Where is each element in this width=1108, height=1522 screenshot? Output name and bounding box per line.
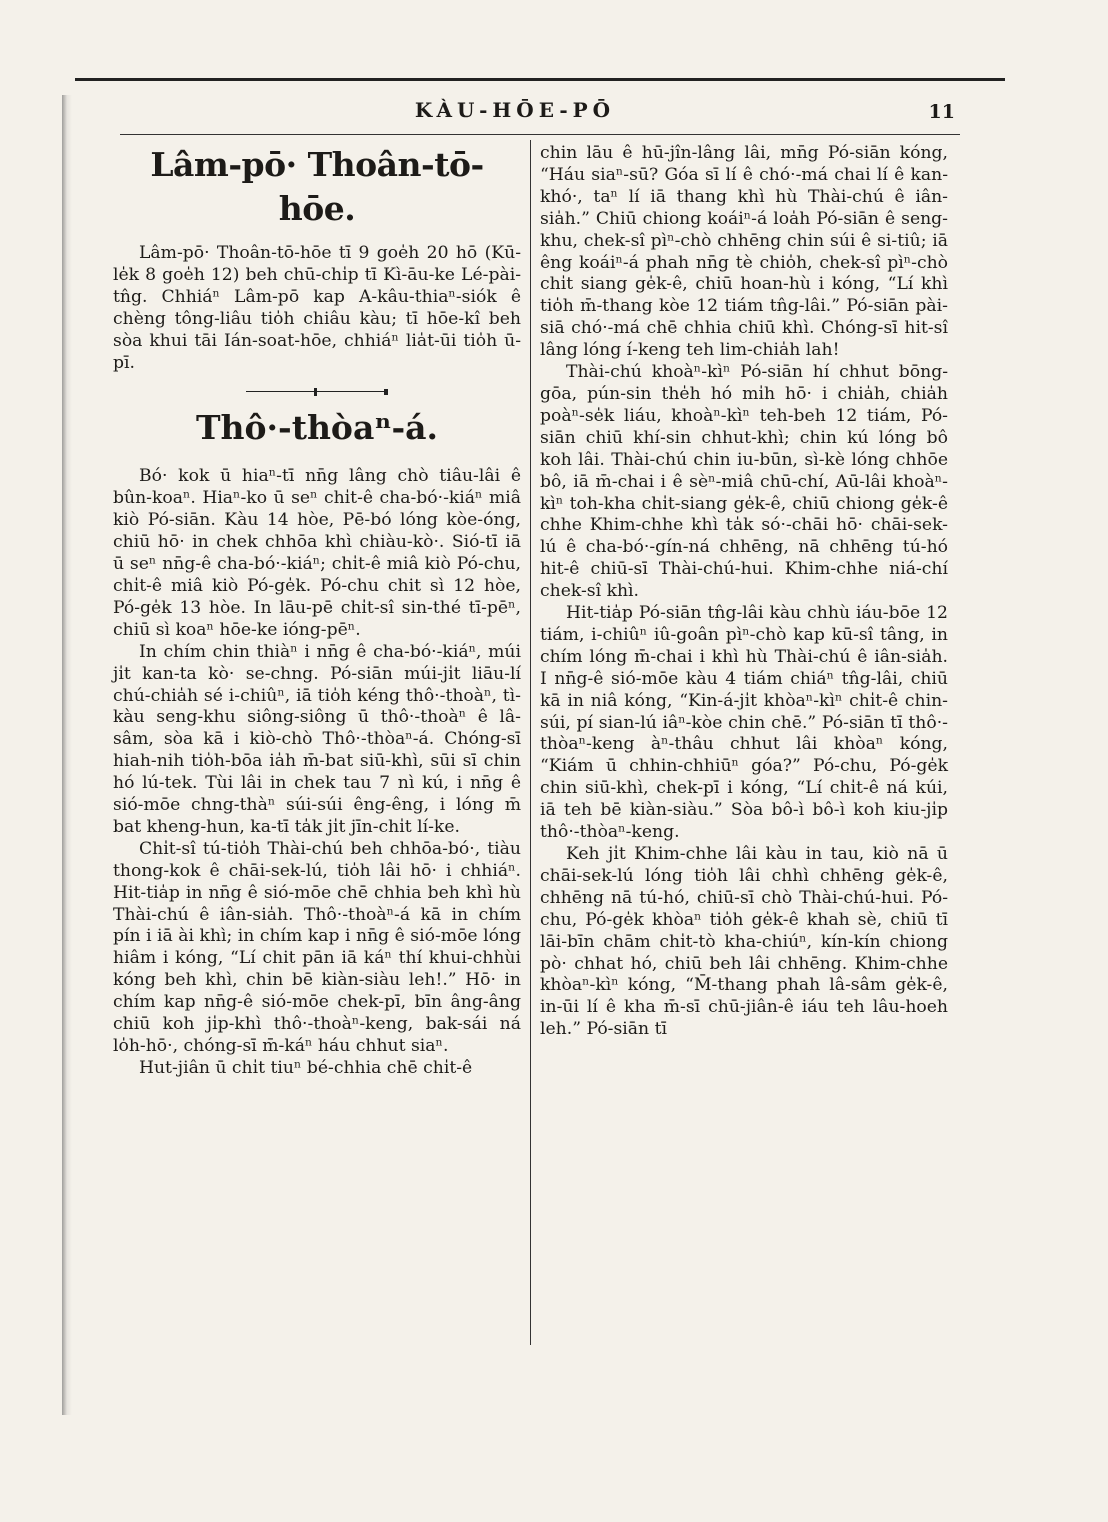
top-rule [75,78,1005,81]
story-paragraph: Thài-chú khoàⁿ-kìⁿ Pó-siān hí chhut bōng-gōa, pún-sin the̍h hó mi̍h hō· i chia̍h, chia̍h poàⁿ-se̍k liáu, khoàⁿ-kìⁿ teh-beh 12 tiám, Pó-siān chiū khí-sin chhut-khì; chin kú lóng bô koh lâi. Thài-chú chin iu-būn, sì-kè lóng chhōe bô, iā m̄-chai i ê sèⁿ-miâ chū-chí, Aū-lâi khoàⁿ-kìⁿ toh-kha chi̍t-siang ge̍k-ê, chiū chiong ge̍k-ê chhe Khim-chhe khì ta̍k só·-chāi hō· chāi-sek-lú ê cha-bó·-gín-ná chhēng, nā chhēng tú-hó hit-ê chiū-sī Thài-chú-hui. Khim-chhe niá-chí chek-sî khì. [540,362,948,602]
story-paragraph-continued: chin lāu ê hū-jîn-lâng lâi, mn̄g Pó-siān kóng, “Háu siaⁿ-sū? Góa sī lí ê chó·-má chai lí ê kan-khó·, taⁿ lí iā thang khì hù Thài-chú ê iân-sia̍h.” Chiū chiong koáiⁿ-á loa̍h Pó-siān ê seng-khu, chek-sî pìⁿ-chò chhēng chin súi ê si-tiû; iā êng koáiⁿ-á phah nn̄g tè chio̍h, chek-sî pìⁿ-chò chi̍t siang ge̍k-ê, chiū hoan-hù i kóng, “Lí khì tio̍h m̄-thang kòe 12 tiám tn̂g-lâi.” Pó-siān pài-siā chó·-má chē chhia chiū khì. Chóng-sī hit-sî lâng lóng í-keng teh lim-chia̍h lah! [540,143,948,361]
article-heading-notice: Lâm-pō· Thoân-tō-hōe. [150,145,484,228]
story-paragraph: In chím chin thiàⁿ i nn̄g ê cha-bó·-kiáⁿ, múi ji̍t kan-ta kò· se-chng. Pó-siān múi-ji̍t liāu-lí chú-chia̍h sé i-chiûⁿ, iā tio̍h kéng thô·-thoàⁿ, tì-kàu seng-khu siông-siông ū thô·-thoàⁿ ê lâ-sâm, sòa kā i kiò-chò Thô·-thòaⁿ-á. Chóng-sī hiah-nih tio̍h-bōa ia̍h m̄-bat siū-khì, sūi sī chin hó lú-tek. Tùi lâi in chek tau 7 nì kú, i nn̄g ê sió-mōe chng-thàⁿ súi-súi êng-êng, i lóng m̄ bat kheng-hun, ka-tī ta̍k ji̍t jīn-chi̍t lí-ke. [113,641,521,837]
page-number: 11 [928,101,955,123]
notice-paragraph: Lâm-pō· Thoân-tō-hōe tī 9 goe̍h 20 hō (Kū-le̍k 8 goe̍h 12) beh chū-chi̍p tī Kì-āu-ke Lé-pài-tn̂g. Chhiáⁿ Lâm-pō kap A-kâu-thiaⁿ-siók ê chèng tông-liâu tio̍h chiâu kàu; tī hōe-kî beh sòa khui tāi Ián-soat-hōe, chhiáⁿ lia̍t-ūi tio̍h ū-pī. [113,243,521,373]
story-paragraph: Hut-jiân ū chi̍t tiuⁿ bé-chhia chē chi̍t-ê [139,1057,473,1078]
story-paragraph: Bó· kok ū hiaⁿ-tī nn̄g lâng chò tiâu-lâi ê bûn-koaⁿ. Hiaⁿ-ko ū seⁿ chi̍t-ê cha-bó·-kiáⁿ miâ kiò Pó-siān. Kàu 14 hòe, Pē-bó lóng kòe-óng, chiū hō· in chek chhōa khì chiàu-kò·. Sió-tī iā ū seⁿ nn̄g-ê cha-bó·-kiáⁿ; chi̍t-ê miâ kiò Pó-chu, chi̍t-ê miâ kiò Pó-ge̍k. Pó-chu chit sì 12 hòe, Pó-ge̍k 13 hòe. In lāu-pē chi̍t-sî sin-thé tī-pēⁿ, chiū sì koaⁿ hōe-ke ióng-pēⁿ. [113,466,521,640]
left-column [113,143,521,1080]
page-header [75,98,955,132]
scan-shadow-edge [62,95,72,1415]
column-divider [530,140,531,1345]
article-heading-story: Thô·-thòaⁿ-á. [195,408,439,448]
story-paragraph: Chi̍t-sî tú-tio̍h Thài-chú beh chhōa-bó·, tiàu thong-kok ê chāi-sek-lú, tio̍h lâi hō· i chhiáⁿ. Hit-tia̍p in nn̄g ê sió-mōe chē chhia beh khì hù Thài-chú ê iân-sia̍h. Thô·-thoàⁿ-á kā in chím pín i iā ài khì; in chím kap i nn̄g ê sió-mōe lóng hiâm i kóng, “Lí chit pān iā káⁿ thí khui-chhùi kóng beh khì, chin bē kiàn-siàu leh!.” Hō· in chím kap nn̄g-ê sió-mōe chek-pī, bīn âng-âng chiū koh ji̍p-khì thô·-thoàⁿ-keng, bak-sái ná lo̍h-hō·, chóng-sī m̄-káⁿ háu chhut siaⁿ. [113,838,521,1056]
header-rule [120,134,960,135]
running-title: KÀU-HŌE-PŌ [414,98,616,122]
story-paragraph: Hit-tia̍p Pó-siān tn̂g-lâi kàu chhù iáu-bōe 12 tiám, i-chiûⁿ iû-goân pìⁿ-chò kap kū-sî tâng, in chím lóng m̄-chai i khì hù Thài-chú ê iân-sia̍h. I nn̄g-ê sió-mōe kàu 4 tiám chiáⁿ tn̂g-lâi, chiū kā in niâ kóng, “Kin-á-ji̍t khòaⁿ-kìⁿ chi̍t-ê chin-súi, pí sian-lú iâⁿ-kòe chin chē.” Pó-siān tī thô·-thòaⁿ-keng àⁿ-thâu chhut lâi khòaⁿ kóng, “Kiám ū chhin-chhiūⁿ góa?” Pó-chu, Pó-ge̍k chin siū-khì, chek-pī i kóng, “Lí chi̍t-ê ná kúi, iā teh bē kiàn-siàu.” Sòa bô-ì bô-ì koh kiu-ji̍p thô·-thòaⁿ-keng. [540,603,948,843]
section-divider [246,388,388,396]
right-column [540,143,948,1041]
story-paragraph: Keh ji̍t Khim-chhe lâi kàu in tau, kiò nā ū chāi-sek-lú lóng tio̍h lâi chhì chhēng ge̍k-ê, chhēng nā tú-hó, chiū-sī chò Thài-chú-hui. Pó-chu, Pó-ge̍k khòaⁿ tio̍h ge̍k-ê khah sè, chiū tī lāi-bīn chām chi̍t-tò kha-chiúⁿ, kín-kín chiong pò· chhat hó, chiū beh lâi chhēng. Khim-chhe khòaⁿ-kìⁿ kóng, “M̄-thang phah lâ-sâm ge̍k-ê, in-ūi lí ê kha m̄-sī chū-jiân-ê iáu teh lâu-hoeh leh.” Pó-siān tī [540,844,948,1040]
